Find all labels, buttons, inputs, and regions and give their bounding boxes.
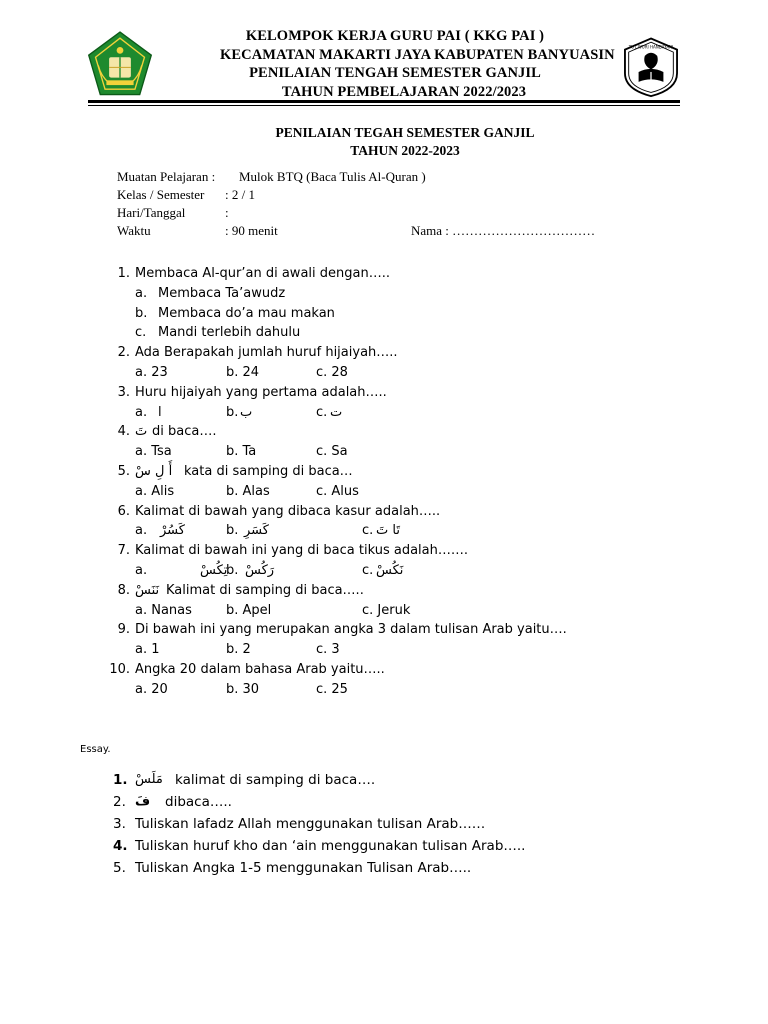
option-a-arabic: ا	[158, 404, 162, 420]
letterhead-text	[190, 27, 615, 101]
answer-options-row	[0, 444, 768, 464]
svg-text:TUT WURI HANDAYANI: TUT WURI HANDAYANI	[628, 44, 674, 50]
option-b[interactable]: b. 30	[226, 681, 260, 697]
question-item	[0, 622, 768, 642]
option-c[interactable]: c. Sa	[316, 444, 348, 460]
question-number: 3.	[117, 384, 130, 400]
question-number: 7.	[117, 543, 130, 559]
option-letter: a.	[135, 285, 148, 301]
answer-options-row	[0, 642, 768, 662]
essay-heading: Essay.	[80, 744, 111, 755]
option-b-arabic: رَكُسْ	[245, 562, 275, 578]
question-number: 1.	[117, 266, 130, 281]
question-arabic: أَ لِ سْ	[135, 463, 173, 479]
answer-options-row	[0, 563, 768, 583]
answer-options-row	[0, 365, 768, 385]
essay-number: 5.	[113, 860, 126, 876]
essay-item	[0, 772, 768, 794]
option-c[interactable]: c.	[362, 523, 374, 539]
question-item	[0, 424, 768, 444]
option-text: Membaca do’a mau makan	[158, 305, 335, 321]
essay-text: kalimat di samping di baca….	[175, 772, 376, 788]
option-b[interactable]: b.	[226, 562, 239, 578]
essay-arabic: فَ	[135, 794, 151, 809]
option-c[interactable]: c.	[316, 404, 328, 420]
option-b[interactable]: b. Alas	[226, 483, 270, 499]
essay-item	[0, 816, 768, 838]
option-text: Mandi terlebih dahulu	[158, 325, 301, 341]
tut-wuri-handayani-logo-icon	[620, 36, 682, 98]
option-c-arabic: نَكُسْ	[376, 562, 404, 578]
essay-number: 4.	[113, 838, 128, 854]
essay-text: Tuliskan huruf kho dan ‘ain menggunakan tulisan Arab…..	[135, 838, 526, 854]
answer-options-row	[0, 603, 768, 623]
question-number: 6.	[117, 503, 130, 519]
option-b-arabic: كَسَرِ	[244, 523, 269, 539]
essay-text: Tuliskan Angka 1-5 menggunakan Tulisan Arab…..	[135, 860, 472, 876]
option-b-arabic: ب	[240, 404, 253, 420]
answer-options-row	[0, 682, 768, 702]
exam-title-line2: TAHUN 2022-2023	[350, 143, 460, 158]
option-letter: b.	[135, 305, 148, 321]
option-a[interactable]: a. 20	[135, 681, 168, 697]
option-b[interactable]: b.	[226, 404, 239, 420]
question-number: 9.	[117, 622, 130, 638]
question-arabic: تَ	[135, 424, 148, 440]
class-label: Kelas / Semester	[117, 187, 205, 202]
option-b[interactable]: b. 24	[226, 364, 260, 380]
answer-options-row	[0, 405, 768, 425]
question-text: Kalimat di bawah yang dibaca kasur adalah…..	[135, 503, 441, 519]
kemenag-logo-icon	[86, 30, 154, 98]
option-b[interactable]: b. Apel	[226, 602, 272, 618]
time-value: : 90 menit	[225, 223, 278, 238]
student-name-field[interactable]: Nama : ……………………………	[411, 223, 596, 238]
date-label: Hari/Tanggal	[117, 205, 186, 220]
date-value: :	[225, 205, 229, 220]
essay-list	[0, 772, 768, 882]
exam-title-line1: PENILAIAN TEGAH SEMESTER GANJIL	[275, 125, 535, 140]
answer-option[interactable]	[0, 286, 768, 306]
option-c[interactable]: c.	[362, 562, 374, 578]
option-a[interactable]: a. 23	[135, 364, 168, 380]
question-text: di baca….	[152, 424, 217, 440]
option-a[interactable]: a. Alis	[135, 483, 175, 499]
header-rule-thin	[88, 105, 680, 106]
essay-item	[0, 838, 768, 860]
option-a[interactable]: a.	[135, 562, 148, 578]
question-text: Kalimat di bawah ini yang di baca tikus adalah…….	[135, 543, 468, 559]
question-item	[0, 385, 768, 405]
question-text: kata di samping di baca…	[184, 463, 353, 479]
question-item	[0, 583, 768, 603]
question-item	[0, 345, 768, 365]
option-a[interactable]: a. Nanas	[135, 602, 192, 618]
option-a-arabic: كَسُرْ	[160, 523, 185, 539]
subject-label: Muatan Pelajaran :	[117, 169, 216, 184]
class-value: : 2 / 1	[225, 187, 255, 202]
option-b[interactable]: b. Ta	[226, 444, 257, 460]
header-rule-thick	[88, 100, 680, 103]
essay-number: 1.	[113, 772, 128, 788]
option-c[interactable]: c. 3	[316, 642, 340, 658]
org-name: KELOMPOK KERJA GURU PAI ( KKG PAI )	[245, 28, 545, 44]
essay-item	[0, 860, 768, 882]
essay-number: 3.	[113, 816, 126, 832]
question-item	[0, 662, 768, 682]
question-text: Ada Berapakah jumlah huruf hijaiyah…..	[135, 345, 398, 361]
question-text: Kalimat di samping di baca…..	[166, 582, 364, 598]
exam-name: PENILAIAN TENGAH SEMESTER GANJIL	[249, 65, 541, 81]
time-label: Waktu	[117, 223, 151, 238]
question-list	[0, 266, 768, 702]
question-number: 10.	[109, 661, 130, 677]
option-c[interactable]: c. 25	[316, 681, 348, 697]
essay-text: dibaca…..	[165, 794, 232, 810]
option-text: Membaca Ta’awudz	[158, 285, 286, 301]
question-text: Angka 20 dalam bahasa Arab yaitu…..	[135, 661, 385, 677]
option-b[interactable]: b.	[226, 523, 239, 539]
question-number: 4.	[117, 424, 130, 440]
essay-number: 2.	[113, 794, 126, 810]
letterhead	[0, 0, 768, 110]
option-a-arabic: تِكُسْ	[200, 562, 228, 578]
answer-option[interactable]	[0, 306, 768, 326]
answer-option[interactable]	[0, 325, 768, 345]
question-text: Di bawah ini yang merupakan angka 3 dalam tulisan Arab yaitu….	[135, 622, 567, 638]
option-a[interactable]: a.	[135, 523, 148, 539]
option-c-arabic: تَا تَ	[376, 523, 400, 539]
option-c[interactable]: c. Jeruk	[362, 602, 411, 618]
essay-arabic: مَلَسْ	[135, 772, 163, 787]
question-item	[0, 504, 768, 524]
answer-options-row	[0, 523, 768, 543]
question-number: 5.	[117, 463, 130, 479]
answer-options-row	[0, 484, 768, 504]
question-item	[0, 464, 768, 484]
question-item	[0, 266, 768, 286]
essay-item	[0, 794, 768, 816]
exam-title	[230, 124, 580, 160]
question-arabic: نَنَسْ	[135, 582, 160, 598]
subject-value: Mulok BTQ (Baca Tulis Al-Quran )	[239, 169, 426, 184]
question-number: 2.	[117, 345, 130, 361]
option-c[interactable]: c. 28	[316, 364, 348, 380]
question-item	[0, 543, 768, 563]
essay-text: Tuliskan lafadz Allah menggunakan tulisan Arab……	[135, 816, 486, 832]
question-number: 8.	[117, 582, 130, 598]
option-a[interactable]: a.	[135, 404, 148, 420]
question-text: Huru hijaiyah yang pertama adalah…..	[135, 384, 387, 400]
question-text: Membaca Al-qur’an di awali dengan…..	[135, 266, 390, 281]
option-a[interactable]: a. 1	[135, 642, 160, 658]
option-c[interactable]: c. Alus	[316, 483, 359, 499]
option-b[interactable]: b. 2	[226, 642, 251, 658]
academic-year: TAHUN PEMBELAJARAN 2022/2023	[281, 83, 527, 100]
option-a[interactable]: a. Tsa	[135, 444, 172, 460]
option-letter: c.	[135, 325, 147, 341]
option-c-arabic: ت	[330, 404, 343, 420]
district-name: KECAMATAN MAKARTI JAYA KABUPATEN BANYUASIN	[220, 46, 615, 63]
